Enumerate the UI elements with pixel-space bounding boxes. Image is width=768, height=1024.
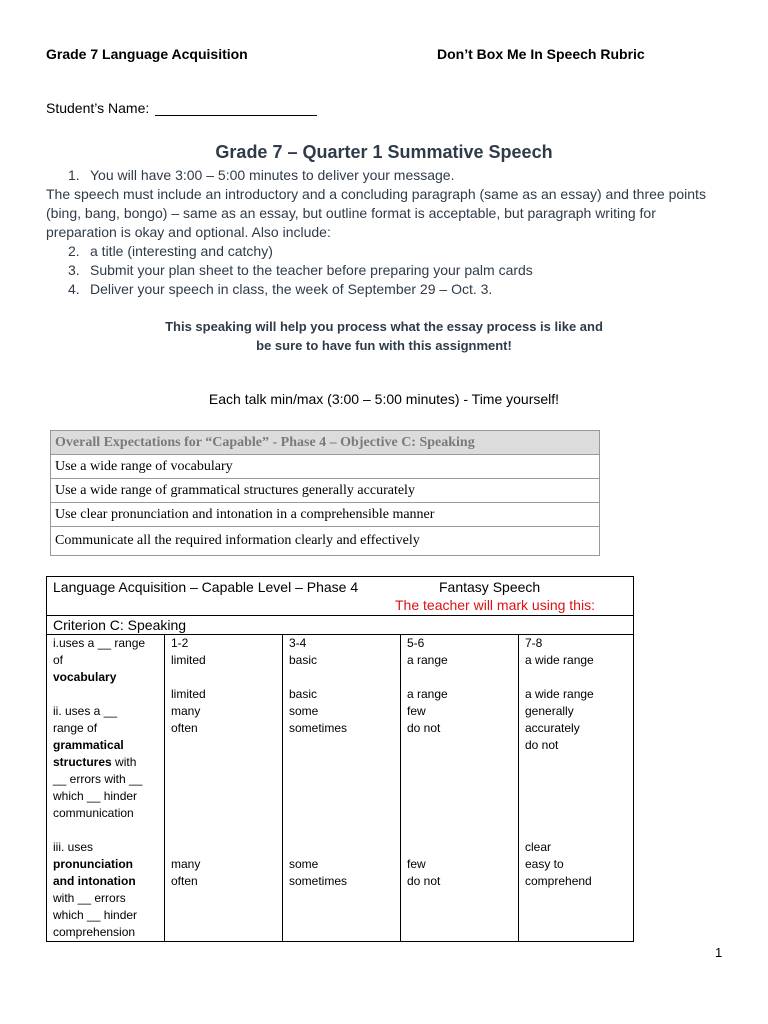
expectation-row: Use a wide range of grammatical structures generally accurately (51, 479, 600, 503)
expectations-table (50, 430, 600, 556)
step-1 (68, 166, 454, 185)
step-2-text: a title (interesting and catchy) (90, 243, 273, 259)
band-3-4: 3-4 basic basic some sometimes some sometimes (283, 635, 401, 942)
rubric-title: Language Acquisition – Capable Level – Phase 4 (53, 579, 359, 595)
descriptor-line: vocabulary (53, 670, 117, 684)
step-2 (68, 242, 273, 261)
student-name-row (46, 100, 317, 116)
descriptor-line: of (53, 653, 64, 667)
expectation-row: Use a wide range of vocabulary (51, 455, 600, 479)
student-name-label: Student’s Name: (46, 100, 150, 116)
rubric-title-cell (47, 577, 634, 616)
step-1-number: 1. (68, 167, 80, 183)
descriptor-line: i.uses a __ range (53, 636, 146, 650)
step-4 (68, 280, 492, 299)
emphasis-line-1: This speaking will help you process what the essay process is like and (165, 319, 603, 334)
criteria-descriptors (47, 635, 165, 942)
band-1-2: 1-2 limited limited many often many often (165, 635, 283, 942)
descriptor-line: ii. uses a __ (53, 704, 118, 718)
talk-time-note: Each talk min/max (3:00 – 5:00 minutes) - Time yourself! (208, 391, 560, 407)
emphasis-line-2: be sure to have fun with this assignment! (256, 338, 512, 353)
expectation-row: Use clear pronunciation and intonation in a comprehensible manner (51, 503, 600, 527)
descriptor-line: which __ hinder (53, 789, 138, 803)
page-number: 1 (715, 945, 723, 960)
step-2-number: 2. (68, 243, 80, 259)
rubric-speech-type: Fantasy Speech (439, 579, 541, 595)
teacher-note: The teacher will mark using this: (395, 597, 595, 613)
criterion-label: Criterion C: Speaking (47, 616, 634, 635)
step-4-text: Deliver your speech in class, the week of September 29 – Oct. 3. (90, 281, 493, 297)
step-3-number: 3. (68, 262, 80, 278)
descriptor-line: which __ hinder (53, 908, 138, 922)
step-4-number: 4. (68, 281, 80, 297)
student-name-blank (155, 101, 317, 116)
header-right: Don’t Box Me In Speech Rubric (437, 46, 645, 62)
descriptor-line: comprehension (53, 925, 136, 939)
band-5-6: 5-6 a range a range few do not few do not (401, 635, 519, 942)
descriptor-line: range of (53, 721, 98, 735)
step-3 (68, 261, 533, 280)
band-7-8: 7-8 a wide range a wide range generally accurately do not clear easy to comprehend (519, 635, 634, 942)
header-left: Grade 7 Language Acquisition (46, 46, 248, 62)
descriptor-line: iii. uses (53, 840, 94, 854)
expectations-header: Overall Expectations for “Capable” - Phase 4 – Objective C: Speaking (51, 431, 600, 455)
descriptor-line: with __ errors (53, 891, 126, 905)
descriptor-line: grammatical (53, 738, 124, 752)
step-1-text: You will have 3:00 – 5:00 minutes to deliver your message. (90, 167, 455, 183)
descriptor-line: communication (53, 806, 134, 820)
descriptor-line: and intonation (53, 874, 136, 888)
descriptor-line: __ errors with __ (53, 772, 143, 786)
descriptor-line: pronunciation (53, 857, 133, 871)
expectation-row: Communicate all the required information clearly and effectively (51, 527, 600, 556)
step-3-text: Submit your plan sheet to the teacher before preparing your palm cards (90, 262, 533, 278)
rubric-table (46, 576, 634, 942)
descriptor-line: structures with (53, 755, 137, 769)
page-title: Grade 7 – Quarter 1 Summative Speech (215, 142, 553, 162)
instructions-paragraph: The speech must include an introductory and a concluding paragraph (same as an essay) and three points (bing, bang, bongo) – same as an essay, but outline format is acceptable, but paragraph writing for preparation is okay and optional. Also include: (46, 186, 706, 240)
